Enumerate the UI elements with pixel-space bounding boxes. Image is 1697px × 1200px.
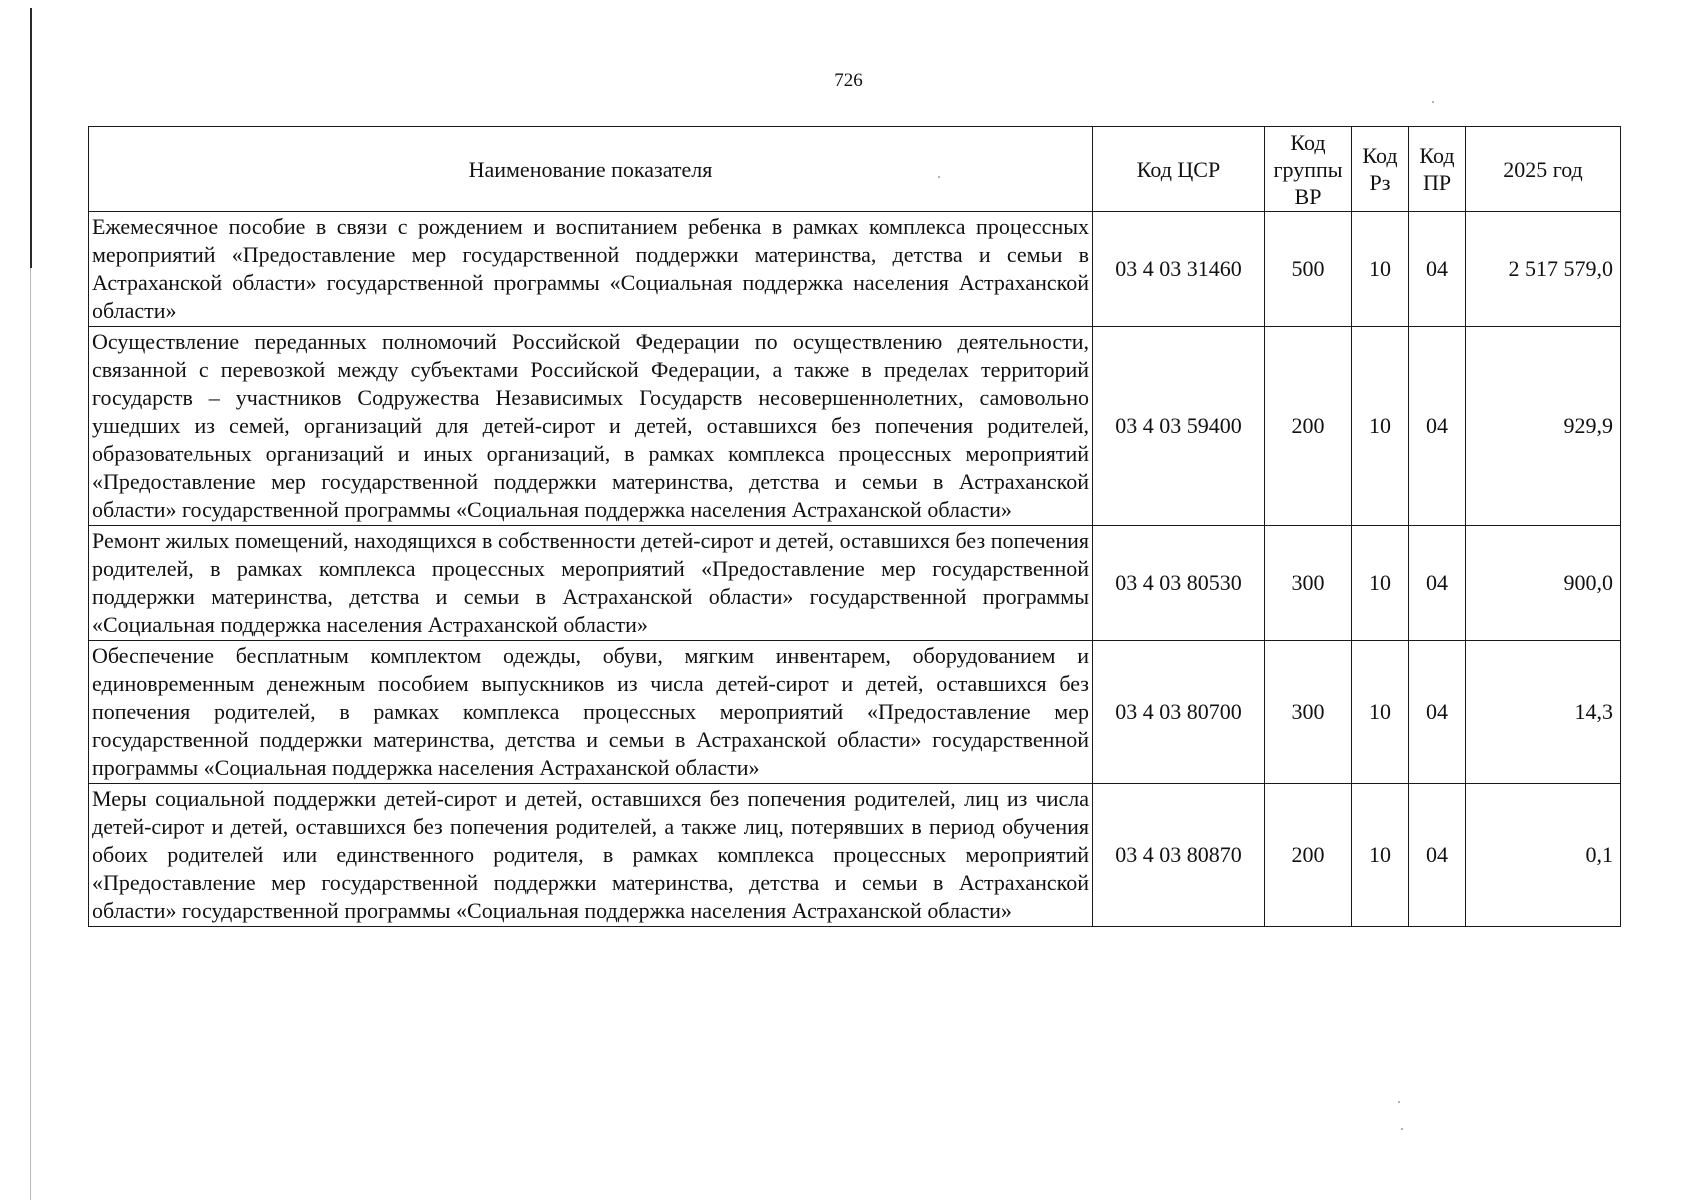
- row-name: Меры социальной поддержки детей-сирот и детей, оставшихся без попечения родителей, лиц из числа детей-сирот и детей, оставшихся без попечения родителей, а также лиц, потерявших в период обучения обоих родителей или единственного родителя, в рамках комплекса процессных мероприятий «Предоставление мер государственной поддержки материнства, детства и семьи в Астраханской области» государственной программы «Социальная поддержка населения Астраханской области»: [89, 784, 1093, 927]
- row-csr-code: 03 4 03 59400: [1093, 327, 1265, 526]
- row-name: Ежемесячное пособие в связи с рождением и воспитанием ребенка в рамках комплекса процессных мероприятий «Предоставление мер государственной поддержки материнства, детства и семьи в Астраханской области» государственной программы «Социальная поддержка населения Астраханской области»: [89, 212, 1093, 327]
- header-name: Наименование показателя: [89, 127, 1093, 212]
- row-rz-code: 10: [1352, 212, 1409, 327]
- row-rz-code: 10: [1352, 641, 1409, 784]
- table-row: [89, 641, 1621, 784]
- budget-table: [88, 126, 1621, 927]
- scan-margin-line-faint: [30, 268, 31, 1200]
- row-rz-code: 10: [1352, 526, 1409, 641]
- row-name: Ремонт жилых помещений, находящихся в собственности детей-сирот и детей, оставшихся без попечения родителей, в рамках комплекса процессных мероприятий «Предоставление мер государственной поддержки материнства, детства и семьи в Астраханской области» государственной программы «Социальная поддержка населения Астраханской области»: [89, 526, 1093, 641]
- row-name: Обеспечение бесплатным комплектом одежды, обуви, мягким инвентарем, оборудованием и единовременным денежным пособием выпускников из числа детей-сирот и детей, оставшихся без попечения родителей, в рамках комплекса процессных мероприятий «Предоставление мер государственной поддержки материнства, детства и семьи в Астраханской области» государственной программы «Социальная поддержка населения Астраханской области»: [89, 641, 1093, 784]
- row-amount: 14,3: [1466, 641, 1621, 784]
- header-rz-code: Код Рз: [1352, 127, 1409, 212]
- row-pr-code: 04: [1409, 784, 1466, 927]
- row-amount: 0,1: [1466, 784, 1621, 927]
- row-pr-code: 04: [1409, 526, 1466, 641]
- row-csr-code: 03 4 03 80870: [1093, 784, 1265, 927]
- row-vr-code: 200: [1265, 327, 1352, 526]
- table-row: [89, 212, 1621, 327]
- table-row: [89, 784, 1621, 927]
- table-row: [89, 526, 1621, 641]
- row-amount: 2 517 579,0: [1466, 212, 1621, 327]
- page-number: 726: [834, 70, 863, 91]
- header-year-2025: 2025 год: [1466, 127, 1621, 212]
- header-csr-code: Код ЦСР: [1093, 127, 1265, 212]
- row-name: Осуществление переданных полномочий Российской Федерации по осуществлению деятельности, связанной с перевозкой между субъектами Российской Федерации, а также в пределах территорий государств – участников Содружества Независимых Государств несовершеннолетних, самовольно ушедших из семей, организаций для детей-сирот и детей, оставшихся без попечения родителей, образовательных организаций и иных организаций, в рамках комплекса процессных мероприятий «Предоставление мер государственной поддержки материнства, детства и семьи в Астраханской области» государственной программы «Социальная поддержка населения Астраханской области»: [89, 327, 1093, 526]
- row-rz-code: 10: [1352, 327, 1409, 526]
- row-csr-code: 03 4 03 80530: [1093, 526, 1265, 641]
- scan-speck: [938, 176, 940, 178]
- row-amount: 900,0: [1466, 526, 1621, 641]
- row-amount: 929,9: [1466, 327, 1621, 526]
- row-vr-code: 300: [1265, 641, 1352, 784]
- row-vr-code: 300: [1265, 526, 1352, 641]
- row-pr-code: 04: [1409, 641, 1466, 784]
- row-vr-code: 500: [1265, 212, 1352, 327]
- scan-speck: [1398, 1101, 1400, 1103]
- table-row: [89, 327, 1621, 526]
- scan-speck: [1401, 1128, 1403, 1130]
- scan-speck: [1432, 101, 1434, 103]
- table-header-row: [89, 127, 1621, 212]
- row-csr-code: 03 4 03 31460: [1093, 212, 1265, 327]
- row-pr-code: 04: [1409, 327, 1466, 526]
- row-csr-code: 03 4 03 80700: [1093, 641, 1265, 784]
- row-rz-code: 10: [1352, 784, 1409, 927]
- scan-margin-line: [30, 8, 32, 268]
- header-vr-code: Код группы ВР: [1265, 127, 1352, 212]
- row-vr-code: 200: [1265, 784, 1352, 927]
- row-pr-code: 04: [1409, 212, 1466, 327]
- header-pr-code: Код ПР: [1409, 127, 1466, 212]
